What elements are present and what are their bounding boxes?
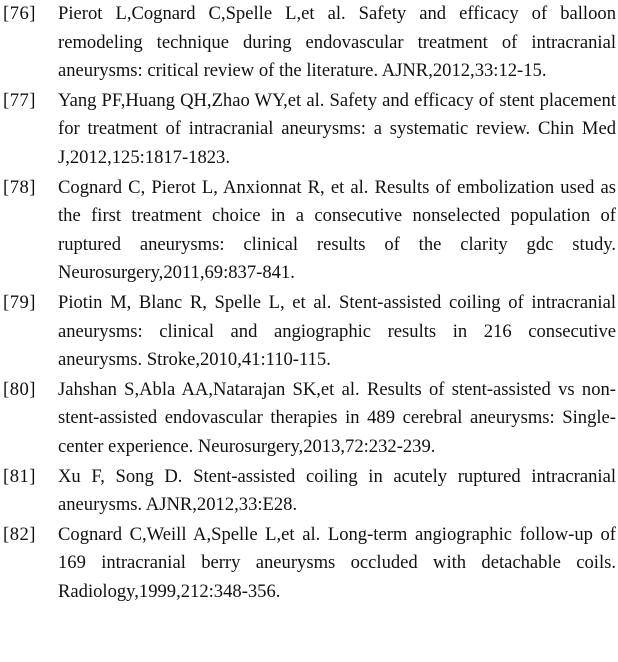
reference-text: Jahshan S,Abla AA,Natarajan SK,et al. Results of stent-assisted vs non-stent-assisted endovascular therapies in 489 cerebral aneurysms: Single-center experience. Neurosurgery,2013,72:232-239. [58, 378, 616, 457]
reference-number: [78] [3, 176, 36, 198]
reference-text: Cognard C, Pierot L, Anxionnat R, et al. Results of embolization used as the first treatment choice in a consecutive nonselected population of ruptured aneurysms: clinical results of the clarity gdc study. Neurosurgery,2011,69:837-841. [58, 176, 616, 284]
reference-text: Xu F, Song D. Stent-assisted coiling in acutely ruptured intracranial aneurysms. AJNR,2012,33:E28. [58, 465, 616, 516]
reference-number: [81] [3, 465, 36, 487]
reference-text: Cognard C,Weill A,Spelle L,et al. Long-term angiographic follow-up of 169 intracranial berry aneurysms occluded with detachable coils. Radiology,1999,212:348-356. [58, 523, 616, 602]
reference-entry-78 [0, 174, 618, 288]
reference-number: [79] [3, 291, 36, 313]
reference-number: [82] [3, 523, 36, 545]
reference-entry-82 [0, 521, 618, 607]
reference-entry-76 [0, 0, 618, 86]
reference-entry-80 [0, 376, 618, 462]
reference-entry-79 [0, 289, 618, 375]
reference-number: [76] [3, 3, 36, 24]
reference-text: Piotin M, Blanc R, Spelle L, et al. Stent-assisted coiling of intracranial aneurysms: clinical and angiographic results in 216 consecutive aneurysms. Stroke,2010,41:110-115. [58, 291, 616, 371]
reference-number: [80] [3, 378, 36, 400]
reference-number: [77] [3, 89, 36, 111]
reference-text: Yang PF,Huang QH,Zhao WY,et al. Safety and efficacy of stent placement for treatment of intracranial aneurysms: a systematic review. Chin Med J,2012,125:1817-1823. [58, 89, 616, 168]
reference-entry-81 [0, 463, 618, 520]
reference-entry-77 [0, 87, 618, 173]
reference-text: Pierot L,Cognard C,Spelle L,et al. Safety and efficacy of balloon remodeling technique during endovascular treatment of intracranial aneurysms: critical review of the literature. AJNR,2012,33:12-15. [58, 3, 616, 82]
